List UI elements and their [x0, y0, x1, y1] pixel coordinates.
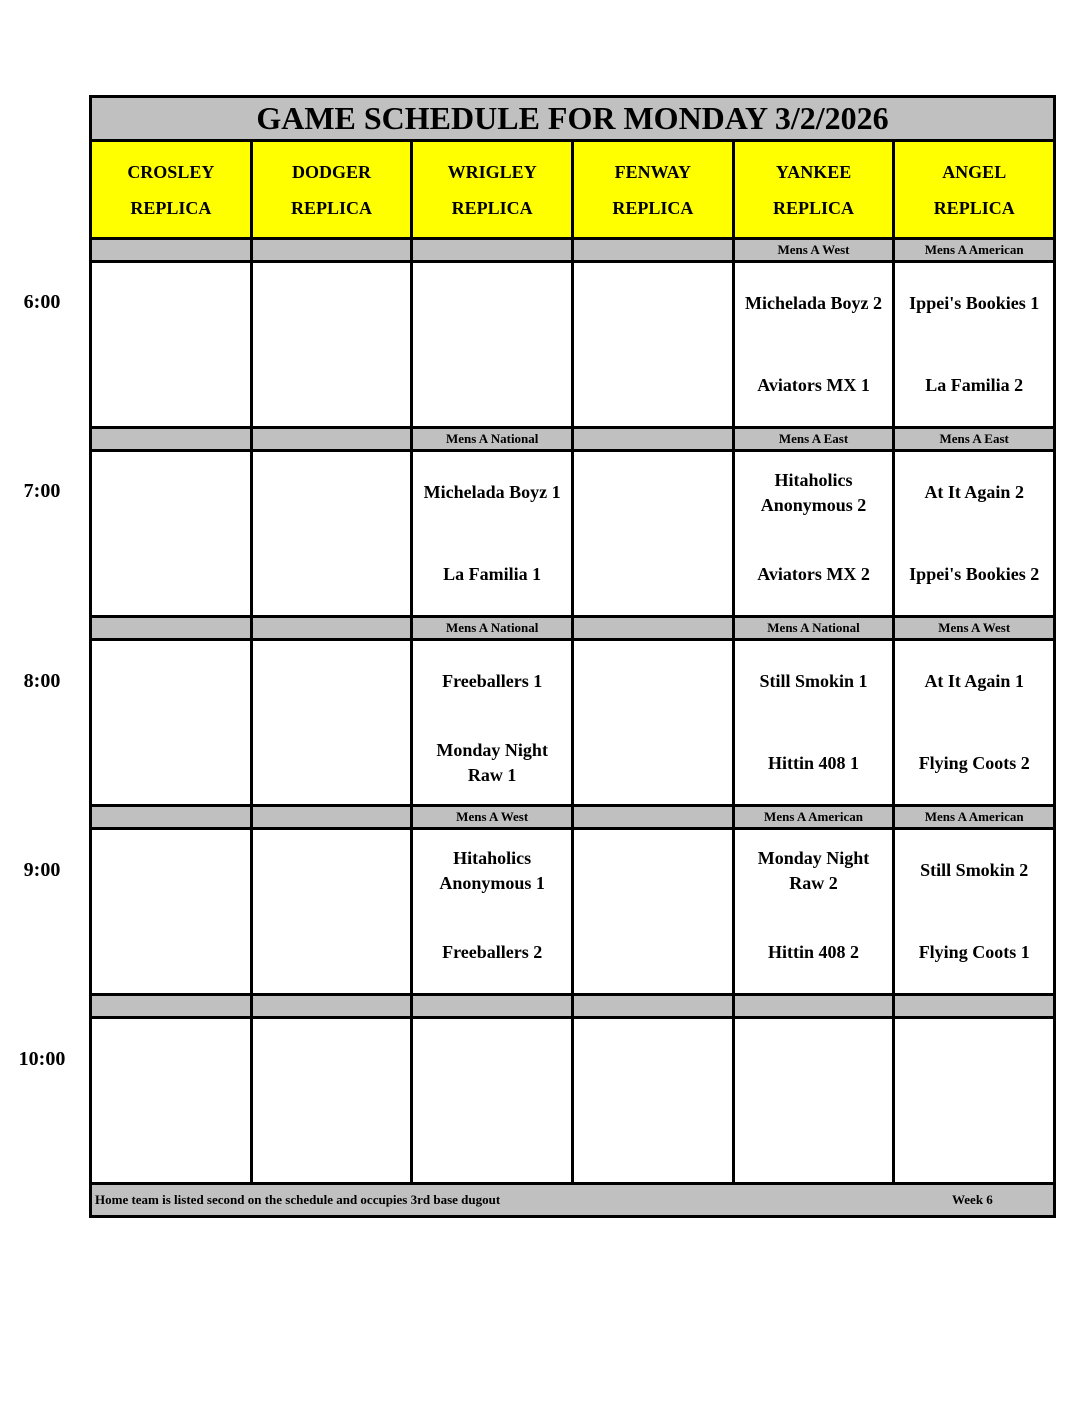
away-team	[253, 1019, 411, 1101]
away-team	[574, 641, 732, 723]
division-label: Mens A West	[938, 620, 1011, 635]
home-team: Aviators MX 1	[757, 374, 870, 395]
home-team	[574, 912, 732, 994]
game-cell	[253, 830, 414, 993]
division-label: Mens A National	[735, 618, 896, 638]
division-label: Mens A American	[924, 242, 1024, 257]
away-team: Michelada Boyz 2	[745, 293, 883, 314]
game-cell	[413, 641, 574, 804]
away-team	[574, 263, 732, 345]
home-team: Freeballers 2	[442, 941, 543, 962]
game-row	[92, 1019, 1053, 1185]
division-label	[92, 240, 253, 260]
away-team: Still Smokin 1	[759, 671, 868, 692]
division-row	[92, 618, 1053, 641]
footer-note: Home team is listed second on the schedule and occupies 3rd base dugout	[95, 1192, 501, 1207]
schedule-footer	[92, 1185, 1053, 1215]
game-cell	[735, 830, 896, 993]
home-team	[413, 345, 571, 427]
venue-header	[735, 142, 896, 237]
home-team: La Familia 1	[443, 563, 542, 584]
division-label	[253, 996, 414, 1016]
time-label: 8:00	[23, 670, 61, 692]
away-team	[253, 263, 411, 345]
division-label	[413, 996, 574, 1016]
division-label: Mens A East	[735, 429, 896, 449]
home-team	[253, 723, 411, 805]
division-label	[735, 996, 896, 1016]
game-cell	[895, 830, 1053, 993]
venue-name: ANGEL	[942, 161, 1007, 182]
time-label: 9:00	[23, 859, 61, 881]
division-label	[574, 807, 735, 827]
away-team	[253, 641, 411, 723]
week-label: Week 6	[952, 1192, 993, 1207]
home-team	[895, 1101, 1053, 1183]
away-team	[895, 1019, 1053, 1101]
game-cell	[735, 1019, 896, 1182]
home-team: Flying Coots 1	[918, 941, 1030, 962]
home-team	[253, 345, 411, 427]
time-label: 7:00	[23, 480, 61, 502]
game-cell	[895, 452, 1053, 615]
division-row	[92, 429, 1053, 452]
away-team	[574, 830, 732, 912]
away-team: Freeballers 1	[442, 671, 543, 692]
venue-sub: REPLICA	[451, 197, 533, 218]
game-cell	[92, 263, 253, 426]
home-team	[253, 912, 411, 994]
away-team	[735, 1019, 893, 1101]
away-team	[413, 1019, 571, 1101]
home-team	[574, 345, 732, 427]
venue-name: DODGER	[292, 161, 372, 182]
game-cell	[735, 263, 896, 426]
game-cell	[92, 830, 253, 993]
home-team	[92, 534, 250, 616]
home-team	[92, 345, 250, 427]
game-cell	[413, 1019, 574, 1182]
away-team: Hitaholics Anonymous 1	[439, 847, 545, 893]
schedule-table	[89, 95, 1056, 1218]
game-cell	[413, 263, 574, 426]
game-cell	[895, 263, 1053, 426]
division-label	[253, 807, 414, 827]
venue-sub: REPLICA	[612, 197, 694, 218]
game-cell	[253, 1019, 414, 1182]
venue-name: WRIGLEY	[447, 161, 537, 182]
division-label	[253, 618, 414, 638]
home-team: Ippei's Bookies 2	[909, 563, 1040, 584]
time-label: 6:00	[23, 291, 61, 313]
away-team	[92, 452, 250, 534]
home-team	[92, 723, 250, 805]
game-cell	[92, 1019, 253, 1182]
schedule-title: GAME SCHEDULE FOR MONDAY 3/2/2026	[92, 98, 1053, 142]
home-team: Flying Coots 2	[918, 752, 1030, 773]
division-label	[413, 240, 574, 260]
away-team: Still Smokin 2	[920, 860, 1029, 881]
away-team: Michelada Boyz 1	[423, 482, 561, 503]
division-label	[253, 240, 414, 260]
away-team	[92, 830, 250, 912]
away-team	[253, 452, 411, 534]
away-team: Monday Night Raw 2	[757, 847, 870, 893]
game-row	[92, 263, 1053, 429]
away-team: Ippei's Bookies 1	[909, 293, 1040, 314]
venue-name: YANKEE	[775, 161, 852, 182]
game-cell	[895, 641, 1053, 804]
game-cell	[413, 452, 574, 615]
division-label	[895, 996, 1053, 1016]
division-row	[92, 996, 1053, 1019]
division-row	[92, 240, 1053, 263]
venue-header	[413, 142, 574, 237]
game-cell	[92, 641, 253, 804]
game-cell	[92, 452, 253, 615]
home-team	[92, 1101, 250, 1183]
division-label	[92, 807, 253, 827]
away-team: Hitaholics Anonymous 2	[760, 469, 867, 515]
game-cell	[253, 641, 414, 804]
game-row	[92, 641, 1053, 807]
home-team	[253, 1101, 411, 1183]
division-label	[92, 429, 253, 449]
venue-name: FENWAY	[614, 161, 692, 182]
home-team: Monday Night Raw 1	[436, 740, 548, 786]
division-label	[574, 429, 735, 449]
venue-header	[574, 142, 735, 237]
away-team	[92, 641, 250, 723]
division-label: Mens A National	[413, 429, 574, 449]
away-team	[413, 263, 571, 345]
game-cell	[574, 452, 735, 615]
away-team: At It Again 1	[924, 671, 1024, 692]
away-team	[92, 1019, 250, 1101]
venue-header	[253, 142, 414, 237]
game-cell	[253, 452, 414, 615]
game-cell	[735, 452, 896, 615]
away-team	[92, 263, 250, 345]
game-cell	[413, 830, 574, 993]
home-team: Aviators MX 2	[757, 563, 870, 584]
division-label: Mens A West	[735, 240, 896, 260]
home-team	[413, 1101, 571, 1183]
division-label	[574, 240, 735, 260]
division-label	[574, 996, 735, 1016]
home-team: Hittin 408 1	[768, 752, 860, 773]
home-team	[574, 534, 732, 616]
venue-header	[92, 142, 253, 237]
division-label: Mens A American	[735, 807, 896, 827]
game-cell	[574, 830, 735, 993]
game-cell	[735, 641, 896, 804]
game-cell	[574, 263, 735, 426]
venue-sub: REPLICA	[933, 197, 1015, 218]
venue-header	[895, 142, 1053, 237]
away-team	[574, 1019, 732, 1101]
game-row	[92, 830, 1053, 996]
venue-sub: REPLICA	[130, 197, 212, 218]
home-team	[92, 912, 250, 994]
venue-sub: REPLICA	[291, 197, 373, 218]
division-label: Mens A American	[924, 809, 1024, 824]
away-team	[253, 830, 411, 912]
division-label: Mens A East	[939, 431, 1009, 446]
game-cell	[574, 1019, 735, 1182]
home-team: La Familia 2	[925, 374, 1024, 395]
division-label	[92, 618, 253, 638]
home-team	[574, 1101, 732, 1183]
division-row	[92, 807, 1053, 830]
division-label: Mens A West	[413, 807, 574, 827]
game-cell	[574, 641, 735, 804]
game-cell	[253, 263, 414, 426]
home-team	[574, 723, 732, 805]
home-team	[253, 534, 411, 616]
division-label	[574, 618, 735, 638]
venue-header-row	[92, 142, 1053, 240]
venue-sub: REPLICA	[773, 197, 855, 218]
venue-name: CROSLEY	[127, 161, 215, 182]
time-label: 10:00	[18, 1048, 66, 1070]
division-label	[92, 996, 253, 1016]
home-team	[735, 1101, 893, 1183]
home-team: Hittin 408 2	[768, 941, 860, 962]
division-label: Mens A National	[413, 618, 574, 638]
away-team	[574, 452, 732, 534]
away-team: At It Again 2	[924, 482, 1024, 503]
game-cell	[895, 1019, 1053, 1182]
division-label	[253, 429, 414, 449]
game-row	[92, 452, 1053, 618]
